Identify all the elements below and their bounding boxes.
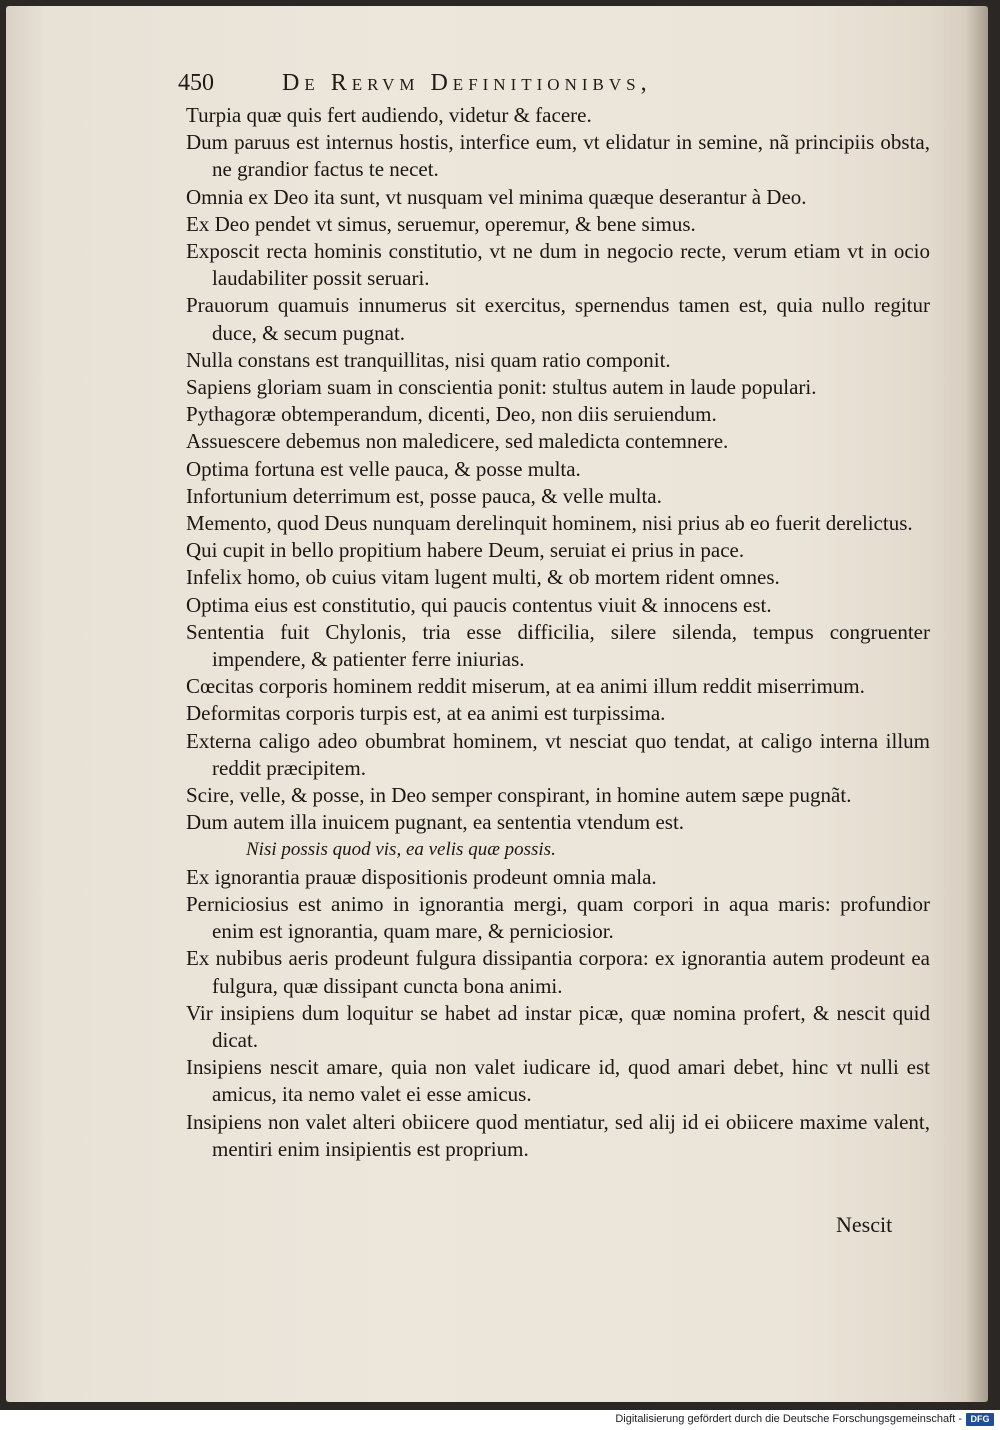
sentence: Cœcitas corporis hominem reddit miserum, at ea animi illum reddit miserrimum. [186,674,865,699]
sentence: Sententia fuit Chylonis, tria esse difficilia, silere silenda, tempus congruenter impendere, & patienter ferre iniurias. [186,619,930,672]
italic-maxim: Nisi possis quod vis, ea velis quæ possis. [246,839,556,861]
sentence: Memento, quod Deus nunquam derelinquit hominem, nisi prius ab eo fuerit derelictus. [186,511,913,536]
book-gutter-shadow [966,6,988,1402]
funding-credit: Digitalisierung gefördert durch die Deutsche Forschungsgemeinschaft - [615,1413,962,1425]
sentence: Ex Deo pendet vt simus, seruemur, operemur, & bene simus. [186,211,696,236]
sentence: Optima fortuna est velle pauca, & posse multa. [186,456,581,481]
sentence: Pythagoræ obtemperandum, dicenti, Deo, non diis seruiendum. [186,402,717,427]
sentence: Vir insipiens dum loquitur se habet ad instar picæ, quæ nomina profert, & nescit quid dicat. [186,1000,930,1052]
running-title: De Rervm Definitionibvs, [282,70,652,96]
sentence: Deformitas corporis turpis est, at ea animi est turpissima. [186,701,666,726]
sentence: Perniciosius est animo in ignorantia mergi, quam corpori in aqua maris: profundior enim est ignorantia, quam mare, & perniciosior. [186,891,930,944]
sentence: Optima eius est constitutio, qui paucis contentus viuit & innocens est. [186,592,772,617]
sentence: Dum paruus est internus hostis, interfice eum, vt elidatur in semine, nã principiis obsta, ne grandior factus te necet. [186,130,930,182]
sentence: Exposcit recta hominis constitutio, vt ne dum in negocio recte, verum etiam vt in ocio laudabiliter possit seruari. [186,239,930,291]
sentence: Externa caligo adeo obumbrat hominem, vt nesciat quo tendat, at caligo interna illum reddit præcipitem. [186,728,930,780]
dfg-logo: DFG [966,1413,994,1426]
catchword: Nescit [836,1212,893,1237]
page-number: 450 [178,70,214,96]
body-text [186,102,930,1163]
sentence: Insipiens non valet alteri obiicere quod mentiatur, sed alij id ei obiicere maxime valent, mentiri enim insipientis est proprium. [186,1109,930,1161]
sentence: Ex nubibus aeris prodeunt fulgura dissipantia corpora: ex ignorantia autem prodeunt ea fulgura, quæ dissipant cuncta bona animi. [186,946,930,998]
sentence: Ex ignorantia prauæ dispositionis prodeunt omnia mala. [186,864,657,889]
sentence: Prauorum quamuis innumerus sit exercitus, spernendus tamen est, quia nullo regitur duce, & secum pugnat. [186,293,930,345]
sentence: Infelix homo, ob cuius vitam lugent multi, & ob mortem rident omnes. [186,565,780,590]
sentence: Nulla constans est tranquillitas, nisi quam ratio componit. [186,347,671,372]
sentence: Infortunium deterrimum est, posse pauca, & velle multa. [186,483,662,508]
sentence: Sapiens gloriam suam in conscientia ponit: stultus autem in laude populari. [186,375,817,400]
sentence: Qui cupit in bello propitium habere Deum, seruiat ei prius in pace. [186,538,745,563]
page-header [178,70,828,106]
sentence: Insipiens nescit amare, quia non valet iudicare id, quod amari debet, hinc vt nulli est amicus, ita nemo valet ei esse amicus. [186,1055,930,1107]
sentence: Scire, velle, & posse, in Deo semper conspirant, in homine autem sæpe pugnãt. [186,783,852,808]
sentence: Omnia ex Deo ita sunt, vt nusquam vel minima quæque deserantur à Deo. [186,184,807,209]
sentence: Turpia quæ quis fert audiendo, videtur & facere. [186,103,592,127]
sentence: Dum autem illa inuicem pugnant, ea sententia vtendum est. [186,810,685,835]
digitization-footer [0,1410,1000,1430]
sentence: Assuescere debemus non maledicere, sed maledicta contemnere. [186,429,729,454]
